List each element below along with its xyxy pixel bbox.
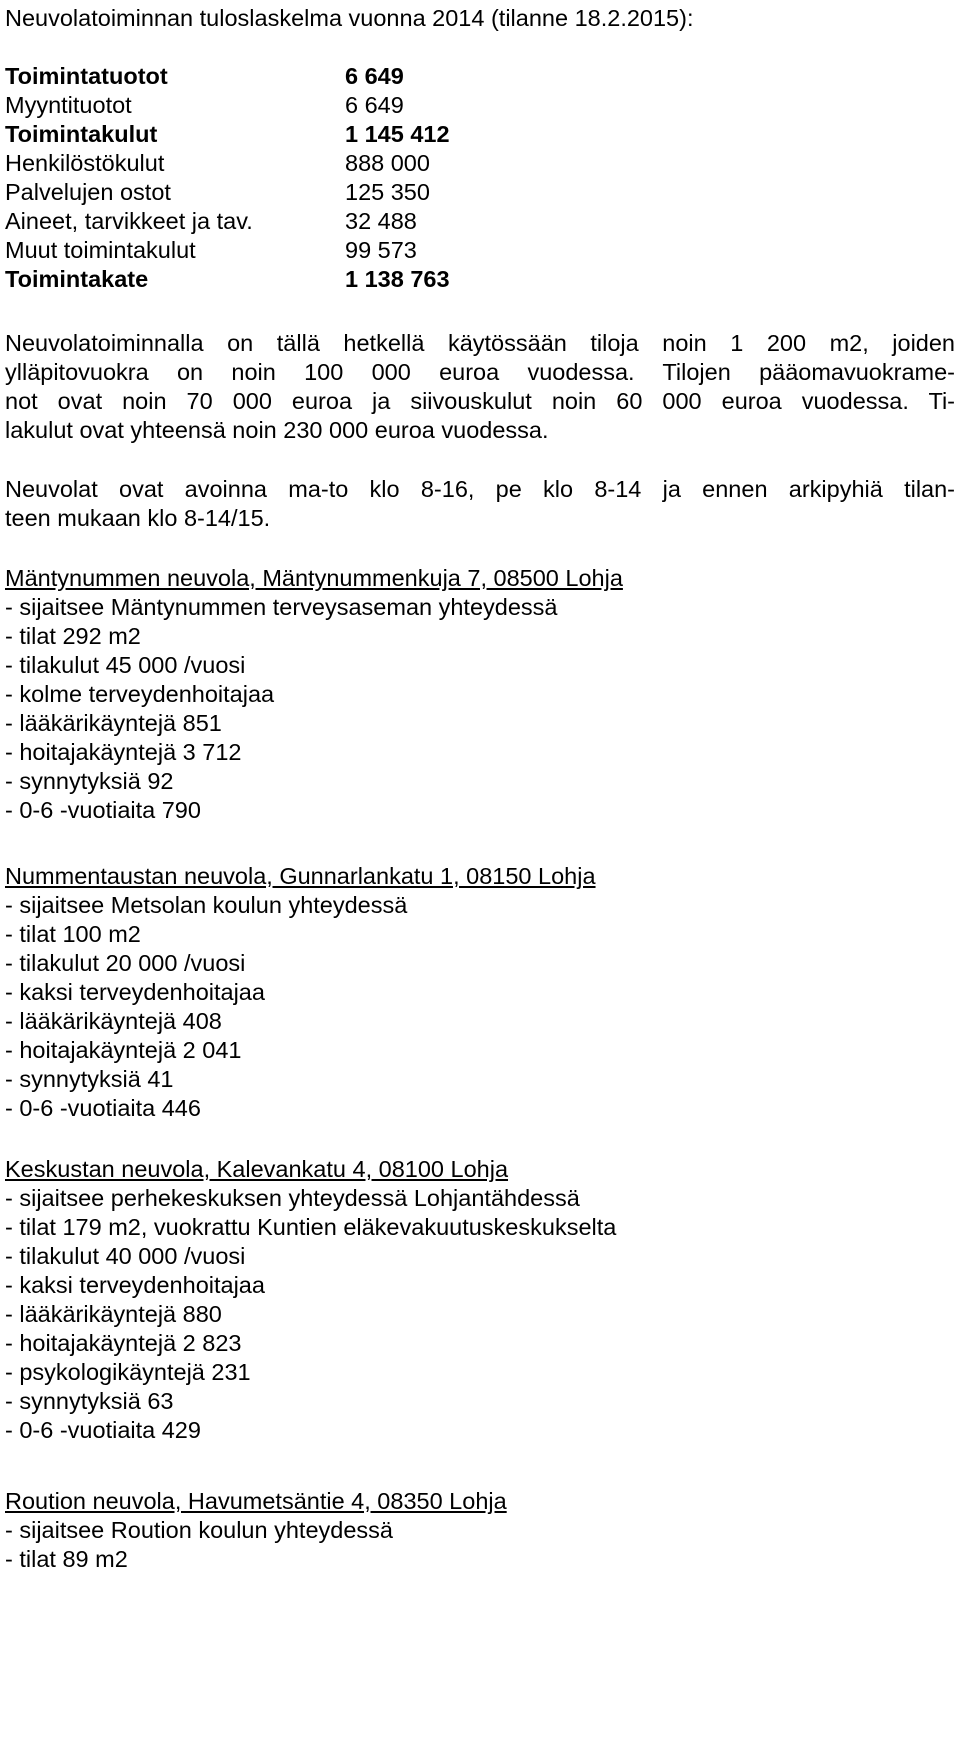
tulos-value: 6 649	[345, 63, 404, 89]
tulos-label: Aineet, tarvikkeet ja tav.	[5, 208, 253, 234]
neuvola-routio	[5, 1487, 955, 1574]
tulos-row	[5, 91, 450, 120]
tulos-value: 99 573	[345, 237, 417, 263]
tulos-row	[5, 178, 450, 207]
tulos-row	[5, 120, 450, 149]
neuvola-detail: - 0-6 -vuotiaita 790	[5, 797, 201, 823]
tulos-value: 1 138 763	[345, 266, 450, 292]
tulos-row	[5, 207, 450, 236]
paragraph-line: not ovat noin 70 000 euroa ja siivouskulut noin 60 000 euroa vuodessa. Ti-	[5, 388, 955, 414]
document-heading: Neuvolatoiminnan tuloslaskelma vuonna 2014 (tilanne 18.2.2015):	[5, 5, 694, 31]
neuvola-detail: - synnytyksiä 92	[5, 768, 174, 794]
neuvola-detail: - 0-6 -vuotiaita 446	[5, 1095, 201, 1121]
neuvola-detail: - kaksi terveydenhoitajaa	[5, 979, 265, 1005]
neuvola-detail: - tilakulut 45 000 /vuosi	[5, 652, 246, 678]
tulos-value: 1 145 412	[345, 121, 450, 147]
tulos-row	[5, 62, 450, 91]
neuvola-detail: - sijaitsee Roution koulun yhteydessä	[5, 1517, 393, 1543]
neuvola-detail: - tilat 179 m2, vuokrattu Kuntien eläkevakuutuskeskukselta	[5, 1214, 617, 1240]
neuvola-detail: - tilakulut 20 000 /vuosi	[5, 950, 246, 976]
neuvola-keskusta	[5, 1155, 955, 1445]
tulos-label: Henkilöstökulut	[5, 150, 165, 176]
tulos-value: 125 350	[345, 179, 430, 205]
neuvola-detail: - synnytyksiä 63	[5, 1388, 174, 1414]
neuvola-detail: - kolme terveydenhoitajaa	[5, 681, 275, 707]
tulos-label: Muut toimintakulut	[5, 237, 196, 263]
tulos-label: Myyntituotot	[5, 92, 132, 118]
neuvola-detail: - hoitajakäyntejä 2 823	[5, 1330, 242, 1356]
tulos-row	[5, 265, 450, 294]
neuvola-title: Mäntynummen neuvola, Mäntynummenkuja 7, 08500 Lohja	[5, 565, 623, 591]
neuvola-nummentausta	[5, 862, 955, 1123]
neuvola-detail: - lääkärikäyntejä 408	[5, 1008, 222, 1034]
neuvola-detail: - lääkärikäyntejä 880	[5, 1301, 222, 1327]
neuvola-detail: - tilat 100 m2	[5, 921, 141, 947]
neuvola-title: Keskustan neuvola, Kalevankatu 4, 08100 Lohja	[5, 1156, 509, 1182]
neuvola-detail: - hoitajakäyntejä 2 041	[5, 1037, 242, 1063]
neuvola-detail: - psykologikäyntejä 231	[5, 1359, 251, 1385]
paragraph-line: lakulut ovat yhteensä noin 230 000 euroa vuodessa.	[5, 417, 549, 443]
tilat-paragraph	[5, 329, 955, 445]
tulos-row	[5, 149, 450, 178]
tulos-value: 32 488	[345, 208, 417, 234]
tulos-label: Toimintakate	[5, 266, 149, 292]
paragraph-line: teen mukaan klo 8-14/15.	[5, 505, 271, 531]
neuvola-title: Nummentaustan neuvola, Gunnarlankatu 1, 08150 Lohja	[5, 863, 596, 889]
neuvola-title: Roution neuvola, Havumetsäntie 4, 08350 Lohja	[5, 1488, 507, 1514]
tulos-value: 6 649	[345, 92, 404, 118]
paragraph-line: Neuvolat ovat avoinna ma-to klo 8-16, pe klo 8-14 ja ennen arkipyhiä tilan-	[5, 476, 955, 502]
neuvola-detail: - hoitajakäyntejä 3 712	[5, 739, 242, 765]
tulos-row	[5, 236, 450, 265]
tulos-label: Toimintakulut	[5, 121, 158, 147]
neuvola-detail: - 0-6 -vuotiaita 429	[5, 1417, 201, 1443]
neuvola-detail: - sijaitsee Metsolan koulun yhteydessä	[5, 892, 408, 918]
neuvola-detail: - tilakulut 40 000 /vuosi	[5, 1243, 246, 1269]
neuvola-detail: - kaksi terveydenhoitajaa	[5, 1272, 265, 1298]
tulos-label: Palvelujen ostot	[5, 179, 171, 205]
aukiolo-paragraph	[5, 475, 955, 533]
neuvola-detail: - tilat 89 m2	[5, 1546, 128, 1572]
tulos-label: Toimintatuotot	[5, 63, 168, 89]
neuvola-detail: - lääkärikäyntejä 851	[5, 710, 222, 736]
tuloslaskelma-table	[5, 62, 450, 294]
neuvola-mantynummi	[5, 564, 955, 825]
neuvola-detail: - sijaitsee Mäntynummen terveysaseman yhteydessä	[5, 594, 558, 620]
paragraph-line: ylläpitovuokra on noin 100 000 euroa vuodessa. Tilojen pääomavuokrame-	[5, 359, 955, 385]
neuvola-detail: - synnytyksiä 41	[5, 1066, 174, 1092]
tulos-value: 888 000	[345, 150, 430, 176]
paragraph-line: Neuvolatoiminnalla on tällä hetkellä käytössään tiloja noin 1 200 m2, joiden	[5, 330, 955, 356]
neuvola-detail: - sijaitsee perhekeskuksen yhteydessä Lohjantähdessä	[5, 1185, 580, 1211]
neuvola-detail: - tilat 292 m2	[5, 623, 141, 649]
